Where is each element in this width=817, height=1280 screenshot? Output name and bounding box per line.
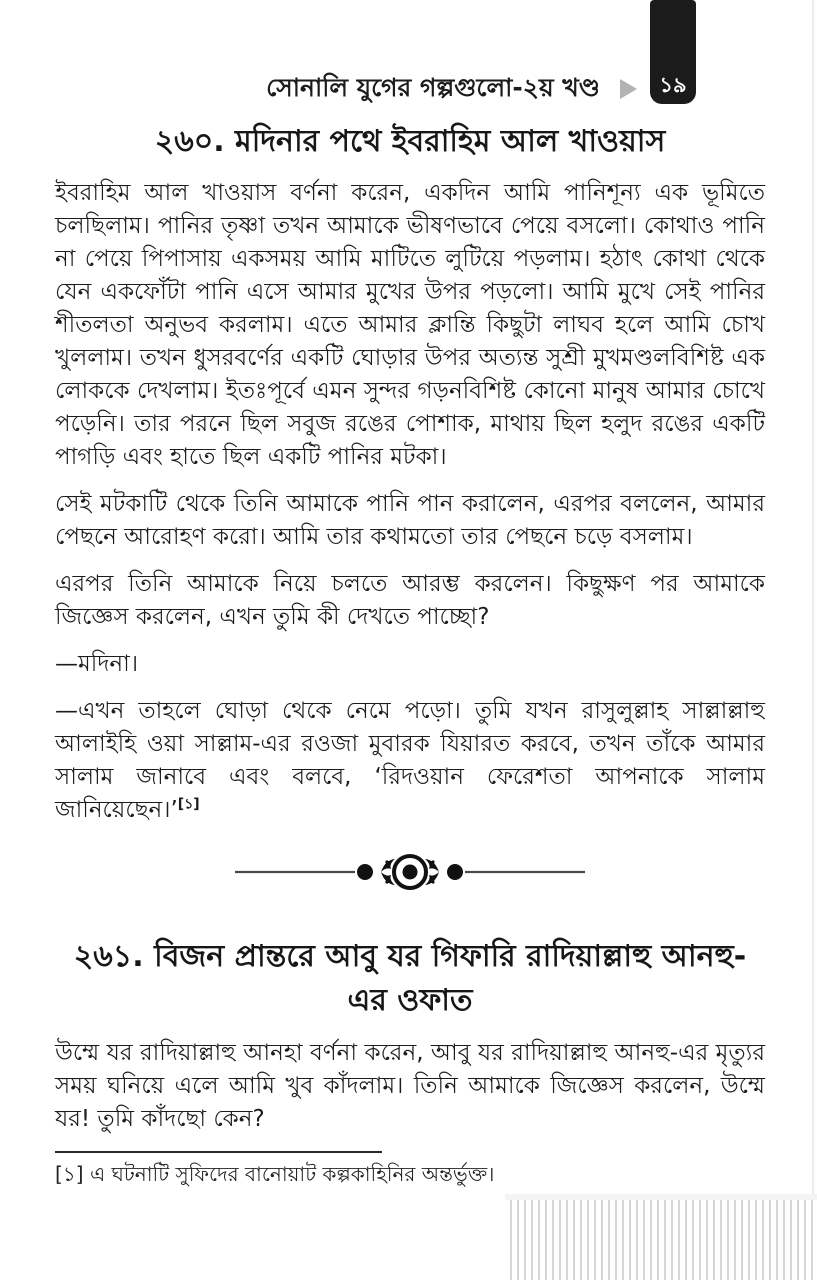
footnote-text: [১] এ ঘটনাটি সুফিদের বানোয়াট কল্পকাহিনির অন্তর্ভুক্ত।	[55, 1162, 495, 1186]
page-number-tab	[650, 0, 696, 104]
section-260-paragraph-4: —মদিনা।	[55, 651, 139, 677]
section-261-heading: ২৬১. বিজন প্রান্তরে আবু যর গিফারি রাদিয়াল্লাহু আনহু-এর ওফাত	[73, 939, 747, 1018]
footnote-separator	[55, 1151, 382, 1153]
section-260-paragraph-3: এরপর তিনি আমাকে নিয়ে চলতে আরম্ভ করলেন। কিছুক্ষণ পর আমাকে জিজ্ঞেস করলেন, এখন তুমি কী দেখতে পাচ্ছো?	[55, 571, 765, 630]
page-header	[0, 0, 817, 104]
section-260-paragraph-1: ইবরাহিম আল খাওয়াস বর্ণনা করেন, একদিন আমি পানিশূন্য এক ভূমিতে চলছিলাম। পানির তৃষ্ণা তখন আমাকে ভীষণভাবে পেয়ে বসলো। কোথাও পানি না পেয়ে পিপাসায় একসময় আমি মাটিতে লুটিয়ে পড়লাম। হঠাৎ কোথা থেকে যেন একফোঁটা পানি এসে আমার মুখের উপর পড়লো। আমি মুখে সেই পানির শীতলতা অনুভব করলাম। এতে আমার ক্লান্তি কিছুটা লাঘব হলে আমি চোখ খুললাম। তখন ধুসরবর্ণের একটি ঘোড়ার উপর অত্যন্ত সুশ্রী মুখমণ্ডলবিশিষ্ট এক লোককে দেখলাম। ইতঃপূর্বে এমন সুন্দর গড়নবিশিষ্ট কোনো মানুষ আমার চোখে পড়েনি। তার পরনে ছিল সবুজ রঙের পোশাক, মাথায় ছিল হলুদ রঙের একটি পাগড়ি এবং হাতে ছিল একটি পানির মটকা।	[55, 180, 765, 470]
ornamental-divider	[235, 853, 585, 891]
section-261-paragraph-1: উম্মে যর রাদিয়াল্লাহু আনহা বর্ণনা করেন, আবু যর রাদিয়াল্লাহু আনহু-এর মৃত্যুর সময় ঘনিয়ে এলে আমি খুব কাঁদলাম। তিনি আমাকে জিজ্ঞেস করলেন, উম্মে যর! তুমি কাঁদছো কেন?	[55, 1040, 765, 1132]
section-260-paragraph-5	[55, 695, 765, 827]
section-260-paragraph-2: সেই মটকাটি থেকে তিনি আমাকে পানি পান করালেন, এরপর বললেন, আমার পেছনে আরোহণ করো। আমি তার কথামতো তার পেছনে চড়ে বসলাম।	[55, 491, 765, 550]
running-title: সোনালি যুগের গল্পগুলো-২য় খণ্ড	[266, 73, 600, 102]
footnote-reference-mark: [১]	[177, 796, 200, 813]
page-number: ১৯	[659, 73, 687, 97]
arrow-right-icon	[620, 79, 637, 99]
page-edge-stripe-texture	[505, 1200, 817, 1280]
page-content	[0, 120, 817, 1136]
section-260-paragraph-5-text: —এখন তাহলে ঘোড়া থেকে নেমে পড়ো। তুমি যখন রাসুলুল্লাহ সাল্লাল্লাহু আলাইহি ওয়া সাল্লাম-এর রওজা মুবারক যিয়ারত করবে, তখন তাঁকে আমার সালাম জানাবে এবং বলবে, ‘রিদওয়ান ফেরেশতা আপনাকে সালাম জানিয়েছেন।’	[55, 698, 765, 823]
section-260-heading: ২৬০. মদিনার পথে ইবরাহিম আল খাওয়াস	[154, 124, 666, 159]
